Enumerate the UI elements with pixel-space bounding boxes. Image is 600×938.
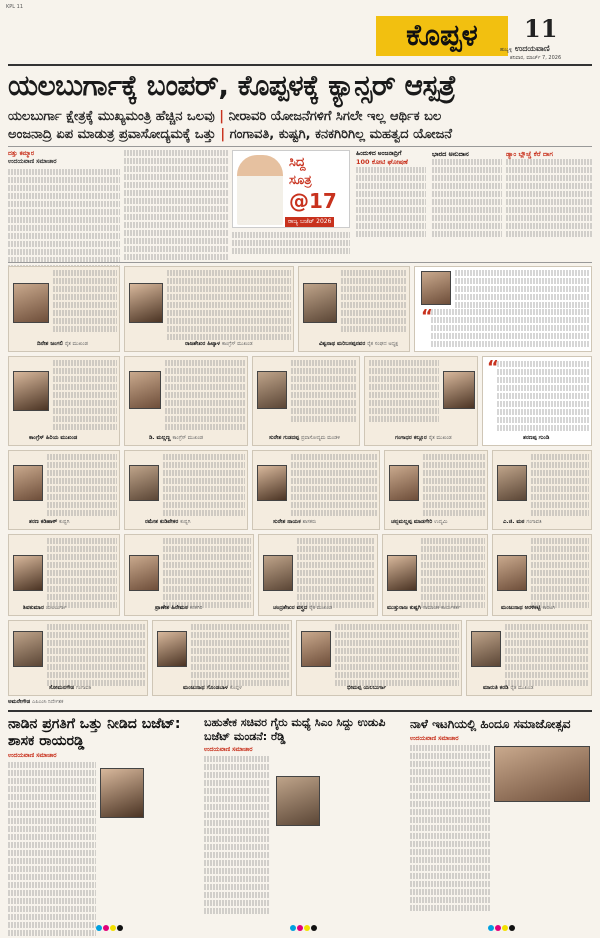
reaction-name: ಚನ್ನಮಲ್ಲಪ್ಪ ಮಾಡಗೇರಿ ಉದ್ಯಮಿ <box>391 519 448 525</box>
badge-line2: ಸೂತ್ರ <box>289 173 312 188</box>
bottom-story-1-body <box>8 762 96 938</box>
reaction-card <box>492 534 592 616</box>
print-registration-marks <box>96 916 124 935</box>
reaction-card <box>8 266 120 352</box>
bottom-story-1-photo <box>100 768 144 818</box>
reaction-name: ದಿನೇಶ ಜಂಗಲಿ ರೈತ ಮುಖಂಡ <box>37 341 88 347</box>
reaction-name: ಸುರೇಶ ಗುಡದಪ್ಪ ಪ್ರವಾಸೋದ್ಯಮ ಮಂಡಳಿ <box>269 435 340 441</box>
cm-photo <box>237 155 283 225</box>
badge-caption <box>232 232 350 256</box>
lead-subheads-row2: ಅಂಜನಾದ್ರಿ ಏಪ ಮಾಡುತ್ರ ಪ್ರವಾಸೋದ್ಯಮಕ್ಕೆ ಒತ್ತು | ಗಂಗಾವತಿ, ಕುಷ್ಟಗಿ, ಕನಕಗಿರಿಗಿಲ್ಲ ಮಹತ್ವದ ಯೋಜನೆ <box>8 127 453 142</box>
reaction-card <box>382 534 488 616</box>
lead-headline: ಯಲಬುರ್ಗಾಕ್ಕೆ ಬಂಪರ್, ಕೊಪ್ಪಳಕ್ಕೆ ಕ್ಯಾನ್ಸರ್ ಆಸ್ಪತ್ರೆ <box>8 69 456 102</box>
brief-2-head: ಭಾರದ ಅನುದಾನ <box>432 150 469 158</box>
reaction-text <box>497 361 589 433</box>
reaction-photo <box>129 371 161 409</box>
bottom-story-2-headline: ಬಹುತೇಕ ಸಚಿವರ ಗೈರು ಮಧ್ಯೆ ಸಿಎಂ ಸಿದ್ದು ಉಡುಪಿ ಬಜೆಟ್ ಮಂಡನೆ: ರೆಡ್ಡಿ <box>204 716 386 743</box>
reaction-text <box>47 538 117 610</box>
reaction-name: ಸುರೇಶ ನಾಯಕ ಶಾಸಕರು <box>273 519 317 525</box>
bottom-story-3 <box>410 716 592 913</box>
reaction-text <box>291 360 357 424</box>
lead-story-col1 <box>8 150 120 273</box>
reaction-card <box>252 356 360 446</box>
reaction-card <box>8 534 120 616</box>
bottom-story-3-photo <box>494 746 590 802</box>
reaction-card <box>8 450 120 530</box>
bottom-story-2 <box>204 716 404 916</box>
badge-tag: ರಾಜ್ಯ ಬಜೆಟ್ 2026 <box>285 217 334 227</box>
reaction-name: ಕಾಂಗ್ರೆಸ್ ಹಿರಿಯ ಮುಖಂಡ <box>29 435 78 441</box>
subhead-2: ನೀರಾವರಿ ಯೋಜನೆಗಳಿಗೆ ಸಿಗಲೇ ಇಲ್ಲ ಆರ್ಥಿಕ ಬಲ <box>228 109 442 124</box>
reaction-photo <box>389 465 419 501</box>
reaction-extra: ಅಮರೇಗೌಡ ಎಪಿಎಂಸಿ ನಿರ್ದೇಶಕ <box>8 699 64 705</box>
bottom-story-3-agency: ಉದಯವಾಣಿ ಸಮಾಚಾರ <box>410 735 459 742</box>
reaction-card <box>296 620 462 696</box>
reaction-card <box>466 620 592 696</box>
reaction-card <box>492 450 592 530</box>
lead-agency: ಉದಯವಾಣಿ ಸಮಾಚಾರ <box>8 158 57 165</box>
reaction-photo <box>497 555 527 591</box>
reaction-card <box>124 356 248 446</box>
reaction-photo <box>303 283 337 323</box>
reaction-text <box>505 624 589 688</box>
lead-body-2 <box>124 150 228 262</box>
bottom-story-3-body <box>410 745 490 913</box>
reaction-photo <box>421 271 451 305</box>
bottom-story-2-body <box>204 756 270 916</box>
reaction-text <box>421 538 485 610</box>
lead-rule <box>8 146 592 147</box>
reaction-card <box>252 450 380 530</box>
brief-3-body <box>506 159 592 239</box>
paper-prefix: ಹುಬ್ಬಳ್ಳಿ <box>500 47 513 53</box>
dateline: ಶನಿವಾರ, ಮಾರ್ಚ್ 7, 2026 <box>510 55 562 61</box>
masthead-rule <box>8 64 592 66</box>
quote-icon: “ <box>487 357 499 378</box>
reaction-photo <box>13 631 43 667</box>
reaction-name: ರಮೇಶ ಕುಡಿಪೇಕರ ಕುಷ್ಟಗಿ <box>145 519 191 525</box>
print-registration-marks <box>290 916 318 935</box>
reaction-photo <box>13 555 43 591</box>
reaction-photo <box>257 371 287 409</box>
quote-icon: “ <box>421 306 433 327</box>
reaction-photo <box>471 631 501 667</box>
reaction-name: ಮಾರುತಿ ಕರಡಿ ರೈತ ಮುಖಂಡ <box>483 685 534 691</box>
reaction-photo <box>129 465 159 501</box>
reaction-photo <box>13 371 49 411</box>
reaction-card <box>124 266 294 352</box>
lead-subheads-row1: ಯಲಬುರ್ಗಾ ಕ್ಷೇತ್ರಕ್ಕೆ ಮುಖ್ಯಮಂತ್ರಿ ಹೆಚ್ಚಿನ ಒಲವು | ನೀರಾವರಿ ಯೋಜನೆಗಳಿಗೆ ಸಿಗಲೇ ಇಲ್ಲ ಆರ್ಥಿಕ ಬಲ <box>8 109 442 124</box>
section-title: ಕೊಪ್ಪಳ <box>376 16 508 56</box>
reaction-text <box>165 360 245 432</box>
reaction-name: ಎ.ಜಿ. ಮಠ ಗಂಗಾವತಿ <box>503 519 542 525</box>
reaction-card <box>8 356 120 446</box>
reaction-name: ಚಂದ್ರಶೇಖರ ವಸ್ತ್ರದ ರೈತ ಮುಖಂಡ <box>273 605 333 611</box>
reaction-name: ಶರಣಪ್ಪ ಗುಂಡಿ <box>523 435 550 441</box>
brief-2-body <box>432 159 502 239</box>
reaction-text <box>53 360 117 432</box>
reaction-text <box>163 538 251 610</box>
reaction-text <box>335 624 459 688</box>
reaction-name: ಮುತ್ತುರಾಜ ಕುಷ್ಟಗಿ ಸಾಮಾಜಿಕ ಕಾರ್ಯಕರ್ತ <box>387 605 461 611</box>
reaction-photo <box>497 465 527 501</box>
reaction-card <box>482 356 592 446</box>
reaction-photo <box>13 283 49 323</box>
reaction-card <box>414 266 592 352</box>
reaction-card <box>8 620 148 696</box>
reaction-text <box>163 454 245 518</box>
reaction-photo <box>263 555 293 591</box>
brief-1-body <box>356 167 426 239</box>
reaction-card <box>364 356 478 446</box>
brief-1-head: ಹಿಂದುಳಿದ ಅಂಜನಾದ್ರಿಗೆ <box>356 150 402 157</box>
reaction-name: ಪ್ರಾಣೇಶ ಹಿರೇಮಠ ಕನಕಗಿರಿ <box>155 605 203 611</box>
reaction-photo <box>129 555 159 591</box>
bottom-story-1 <box>8 716 196 938</box>
brief-2 <box>432 150 502 239</box>
subhead-3: ಅಂಜನಾದ್ರಿ ಏಪ ಮಾಡುತ್ರ ಪ್ರವಾಸೋದ್ಯಮಕ್ಕೆ ಒತ್ತು <box>8 127 216 142</box>
badge-line3: @17 <box>289 189 337 213</box>
lead-story-col2 <box>124 150 228 262</box>
bottom-rule <box>8 710 592 712</box>
bottom-story-2-agency: ಉದಯವಾಣಿ ಸಮಾಚಾರ <box>204 746 253 753</box>
reaction-name: ಶಿವಕುಮಾರ ಯಲಬುರ್ಗಾ <box>23 605 67 611</box>
reaction-photo <box>129 283 163 323</box>
lead-body-1 <box>8 169 120 273</box>
reaction-card <box>152 620 292 696</box>
paper-name <box>500 44 550 54</box>
reaction-text <box>455 270 589 310</box>
reaction-name: ವಿಶ್ವನಾಥ ಮರಿಬಸಪ್ಪನವರ ರೈತ ಸಂಘದ ಅಧ್ಯಕ್ಷ <box>319 341 399 347</box>
reaction-text <box>531 538 589 610</box>
reaction-photo <box>157 631 187 667</box>
bottom-story-2-photo <box>276 776 320 826</box>
reaction-photo <box>387 555 417 591</box>
reaction-text <box>431 309 589 349</box>
reaction-text <box>423 454 485 518</box>
brief-1-head2: 100 ಕೋಟಿ ಘೋಷಣೆ <box>356 158 408 166</box>
reaction-card <box>384 450 488 530</box>
bottom-story-1-headline: ನಾಡಿನ ಪ್ರಗತಿಗೆ ಒತ್ತು ನೀಡಿದ ಬಜೆಟ್: ಶಾಸಕ ರಾಯರಡ್ಡಿ <box>8 716 181 749</box>
reaction-photo <box>301 631 331 667</box>
reaction-card <box>124 450 248 530</box>
reaction-name: ಶರಣ ಕಡಿಹಾಳ್ ಕುಷ್ಟಗಿ <box>29 519 70 525</box>
print-registration-marks <box>488 916 516 935</box>
reaction-name: ಡಿ. ಮಲ್ಲಣ್ಣ ಕಾಂಗ್ರೆಸ್ ಮುಖಂಡ <box>149 435 204 441</box>
badge-line1: ಸಿದ್ದ <box>289 155 306 170</box>
reaction-name: ಗಂಗಾಧರ ಕಲ್ಲೂರ ರೈತ ಮುಖಂಡ <box>395 435 452 441</box>
reaction-text <box>53 270 117 334</box>
bottom-story-3-headline: ನಾಳೆ ಇಟಗಿಯಲ್ಲಿ ಹಿಂದೂ ಸಮಾಜೋತ್ಸವ <box>410 717 571 731</box>
subhead-1: ಯಲಬುರ್ಗಾ ಕ್ಷೇತ್ರಕ್ಕೆ ಮುಖ್ಯಮಂತ್ರಿ ಹೆಚ್ಚಿನ ಒಲವು <box>8 109 215 124</box>
reaction-text <box>369 360 439 424</box>
reaction-card <box>298 266 410 352</box>
lead-byline: ದತ್ತು ಕಮ್ಮಾರ <box>8 150 35 157</box>
page-number: 11 <box>524 14 558 43</box>
reaction-name: ಮಂಜುನಾಥ ಗೊಂಡಬಾಳ ಕೊಪ್ಪಳ <box>183 685 242 691</box>
budget-badge <box>232 150 350 228</box>
paper-title: ಉದಯವಾಣಿ <box>514 44 550 53</box>
reaction-name: ಮಂಜುನಾಥ ಅರಳಿಕಟ್ಟಿ ಕಾರಟಗಿ <box>501 605 556 611</box>
brief-3-head: ಡ್ಯಾಂ ಬ್ಲೌಚ್ಚೆ ಕೆರೆ ದಾಗ <box>506 150 553 158</box>
brief-1 <box>356 150 426 239</box>
reaction-text <box>341 270 407 334</box>
subhead-4: ಗಂಗಾವತಿ, ಕುಷ್ಟಗಿ, ಕನಕಗಿರಿಗಿಲ್ಲ ಮಹತ್ವದ ಯೋಜನೆ <box>229 127 453 142</box>
reaction-name: ರಾಜಶೇಖರ ಹಿಟ್ಕಾಳ ಕಾಂಗ್ರೆಸ್ ಮುಖಂಡ <box>185 341 253 347</box>
brief-3 <box>506 150 592 239</box>
reaction-card <box>124 534 254 616</box>
reaction-card <box>258 534 378 616</box>
reaction-name: ಭೀಮಪ್ಪ ಯಲಬುರ್ಗಾ <box>347 685 387 691</box>
page-folio: KPL 11 <box>6 4 24 10</box>
reaction-text <box>47 454 117 518</box>
reaction-name: ಸೋಮನಗೌಡ ಗಂಗಾವತಿ <box>49 685 92 691</box>
reaction-photo <box>13 465 43 501</box>
reaction-text <box>291 454 377 518</box>
reaction-text <box>167 270 291 342</box>
reactions-rule <box>8 262 592 263</box>
reaction-text <box>297 538 375 610</box>
reaction-text <box>531 454 589 518</box>
bottom-story-1-agency: ಉದಯವಾಣಿ ಸಮಾಚಾರ <box>8 752 57 759</box>
reaction-text <box>47 624 145 688</box>
reaction-photo <box>443 371 475 409</box>
reaction-photo <box>257 465 287 501</box>
reaction-text <box>191 624 289 688</box>
